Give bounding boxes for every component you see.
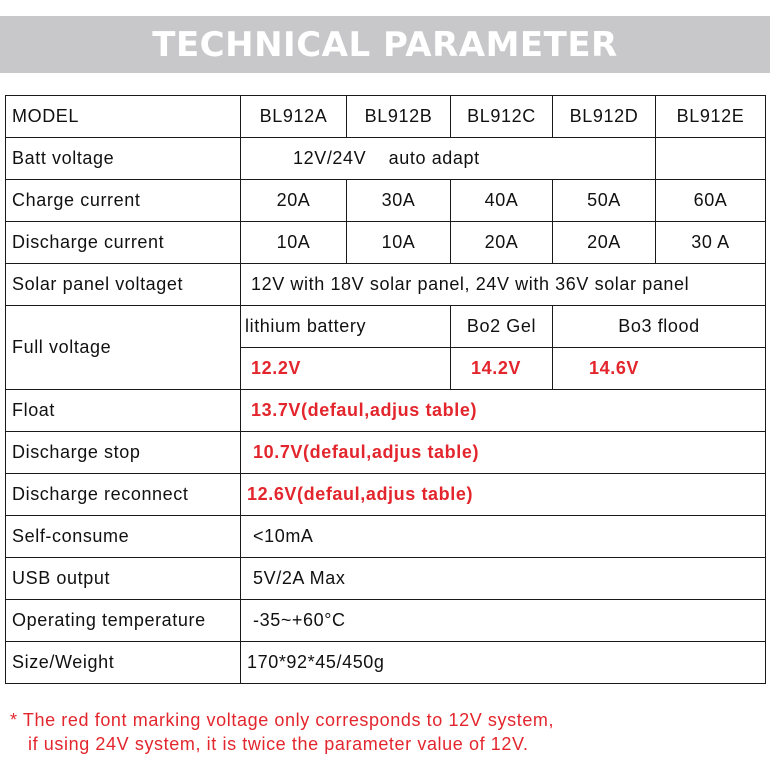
value-cell: 50A [553,180,656,222]
empty-cell [656,138,766,180]
full-voltage-value: 14.2V [451,348,553,390]
table-row-full-voltage-types [6,306,766,348]
battery-type-cell: lithium battery [241,306,451,348]
model-cell: BL912D [553,96,656,138]
table-row-discharge-current [6,222,766,264]
battery-type-cell: Bo2 Gel [451,306,553,348]
value-cell: 10A [241,222,347,264]
table-row-model [6,96,766,138]
model-cell: BL912C [451,96,553,138]
row-label: Discharge current [6,222,241,264]
value-cell: 20A [241,180,347,222]
table-row-operating-temperature [6,600,766,642]
model-cell: BL912A [241,96,347,138]
row-label: USB output [6,558,241,600]
table-row-float [6,390,766,432]
value-cell: -35~+60°C [241,600,766,642]
value-cell: 12.6V(defaul,adjus table) [241,474,766,516]
row-label: Charge current [6,180,241,222]
value-cell: 20A [451,222,553,264]
row-label: Float [6,390,241,432]
value-cell: 12V with 18V solar panel, 24V with 36V solar panel [241,264,766,306]
row-label: Discharge stop [6,432,241,474]
spec-table [5,95,766,684]
table-row-discharge-stop [6,432,766,474]
value-cell: 40A [451,180,553,222]
value-cell: 30A [347,180,451,222]
row-label: Operating temperature [6,600,241,642]
table-row-usb-output [6,558,766,600]
value-cell: 20A [553,222,656,264]
value-cell: 13.7V(defaul,adjus table) [241,390,766,432]
table-row-self-consume [6,516,766,558]
value-cell: 60A [656,180,766,222]
value-cell: 10.7V(defaul,adjus table) [241,432,766,474]
table-row-solar-panel [6,264,766,306]
footnote-line: if using 24V system, it is twice the parameter value of 12V. [28,734,529,754]
row-label: Batt voltage [6,138,241,180]
value-cell: 10A [347,222,451,264]
row-label: Size/Weight [6,642,241,684]
title-banner [0,16,770,73]
table-row-batt-voltage [6,138,766,180]
model-cell: BL912E [656,96,766,138]
row-label: Self-consume [6,516,241,558]
footnote-line: * The red font marking voltage only corresponds to 12V system, [10,710,555,730]
table-row-discharge-reconnect [6,474,766,516]
footnote [10,708,554,756]
row-label: Discharge reconnect [6,474,241,516]
row-label: Full voltage [6,306,241,390]
value-cell: <10mA [241,516,766,558]
model-cell: BL912B [347,96,451,138]
row-label: Solar panel voltaget [6,264,241,306]
table-row-size-weight [6,642,766,684]
value-cell: 30 A [656,222,766,264]
full-voltage-value: 12.2V [241,348,451,390]
full-voltage-value: 14.6V [553,348,766,390]
page-title: TECHNICAL PARAMETER [152,24,618,65]
value-cell: 12V/24V auto adapt [241,138,656,180]
row-label: MODEL [6,96,241,138]
value-cell: 170*92*45/450g [241,642,766,684]
table-row-charge-current [6,180,766,222]
value-cell: 5V/2A Max [241,558,766,600]
battery-type-cell: Bo3 flood [553,306,766,348]
